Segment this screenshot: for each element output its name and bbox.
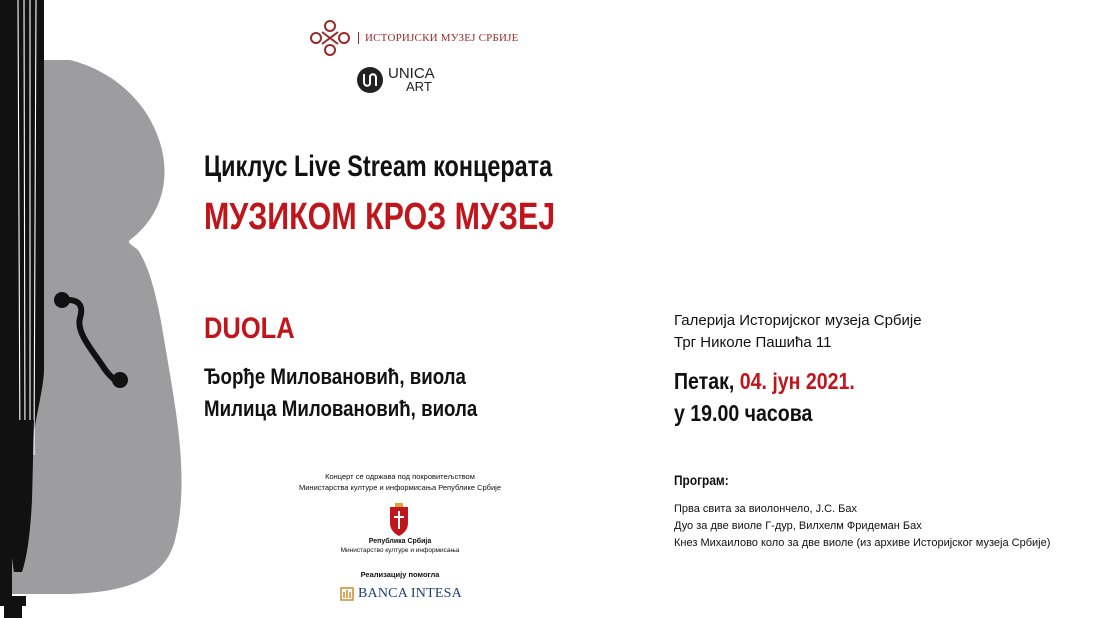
unica-circle-icon [356, 66, 384, 94]
ensemble-name: DUOLA [204, 312, 295, 345]
unica-art-logo [356, 66, 435, 94]
cello-fingerboard [8, 0, 44, 460]
bank-name: BANCA INTESA [358, 586, 462, 601]
banca-intesa-logo [340, 586, 462, 602]
event-date-value: 04. јун 2021. [739, 368, 855, 394]
cello-f-hole-top [54, 292, 70, 308]
unica-word: UNICA [388, 65, 435, 82]
bank-logo-icon [340, 587, 354, 601]
performer-1: Ђорђе Миловановић, виола [204, 364, 466, 389]
ministry-name: Министарство културе и информисања [340, 547, 460, 554]
museum-logo [308, 18, 519, 58]
cycle-title: Циклус Live Stream концерата [204, 150, 553, 183]
venue-name: Галерија Историјског музеја Србије [674, 312, 922, 329]
venue-address: Трг Николе Пашића 11 [674, 334, 832, 351]
government-name: Република Србија [368, 538, 432, 545]
cello-illustration [0, 0, 190, 618]
serbia-coat-of-arms-icon [386, 503, 412, 537]
cello-f-hole-bottom [112, 372, 128, 388]
event-date [674, 368, 855, 395]
museum-emblem-icon [308, 18, 352, 58]
event-time: у 19.00 часова [674, 400, 813, 426]
program-heading: Програм: [674, 472, 729, 488]
patronage-line-1: Концерт се одржава под покровитељством [325, 472, 475, 481]
support-label: Реализацију помогла [360, 570, 440, 579]
program-item: Прва свита за виолончело, Ј.С. Бах [674, 503, 858, 515]
performer-2: Милица Миловановић, виола [204, 396, 478, 421]
program-item: Кнез Михаилово коло за две виоле (из архиве Историјског музеја Србије) [674, 537, 1051, 549]
cello-endpin [0, 596, 26, 618]
program-item: Дуо за две виоле Г-дур, Вилхелм Фридеман Бах [674, 520, 922, 532]
series-title: МУЗИКОМ КРОЗ МУЗЕЈ [204, 196, 556, 238]
patronage-line-2: Министарства културе и информисања Републике Србије [298, 483, 502, 492]
event-weekday: Петак, [674, 368, 735, 394]
art-word: ART [406, 79, 432, 94]
museum-logo-text: ИСТОРИЈСКИ МУЗЕЈ СРБИЈЕ [358, 32, 519, 44]
